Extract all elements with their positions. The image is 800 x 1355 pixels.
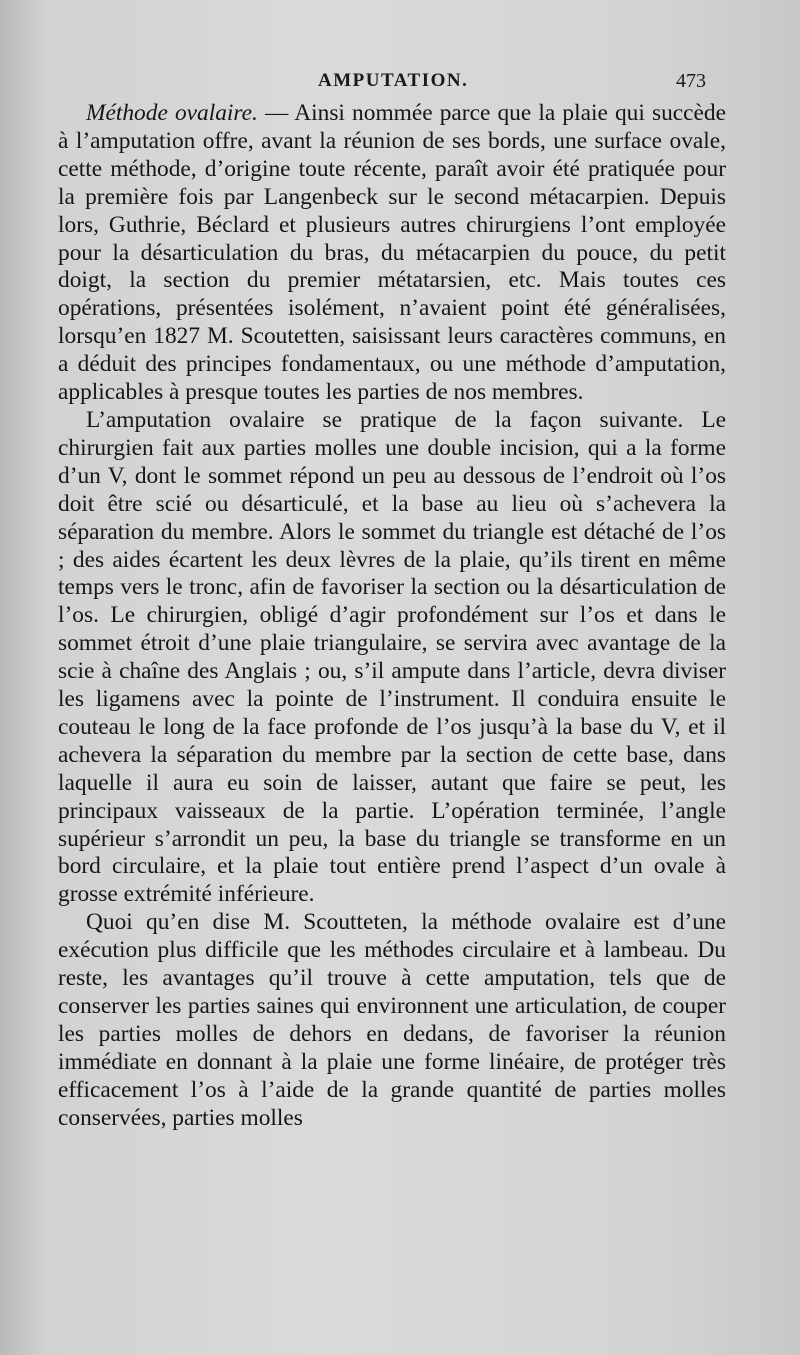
section-heading: Méthode ovalaire.: [86, 100, 258, 126]
page-number: 473: [676, 70, 706, 92]
paragraph-text: L’amputation ovalaire se pratique de la façon suivante. Le chirurgien fait aux parties molles une double incision, qui a la forme d’un V, dont le sommet répond un peu au dessous de l’endroit où l’os doit être scié ou désarticulé, et la base au lieu où s’achevera la séparation du membre. Alors le sommet du triangle est détaché de l’os ; des aides écartent les deux lèvres de la plaie, qu’ils tirent en même temps vers le tronc, afin de favoriser la section ou la désarticulation de l’os. Le chirurgien, obligé d’agir profondément sur l’os et dans le sommet étroit d’une plaie triangulaire, se servira avec avantage de la scie à chaîne des Anglais ; ou, s’il ampute dans l’article, devra diviser les ligamens avec la pointe de l’instrument. Il conduira ensuite le couteau le long de la face profonde de l’os jusqu’à la base du V, et il achevera la séparation du membre par la section de cette base, dans laquelle il aura eu soin de laisser, autant que faire se peut, les principaux vaisseaux de la partie. L’opération terminée, l’angle supérieur s’arrondit un peu, la base du triangle se transforme en un bord circulaire, et la plaie tout entière prend l’aspect d’un ovale à grosse extrémité inférieure.: [58, 406, 726, 908]
paragraph-text: — Ainsi nommée parce que la plaie qui succède à l’amputation offre, avant la réunion de ses bords, une surface ovale, cette méthode, d’origine toute récente, paraît avoir été pratiquée pour la première fois par Langenbeck sur le second métacarpien. Depuis lors, Guthrie, Béclard et plusieurs autres chirurgiens l’ont employée pour la désarticulation du bras, du métacarpien du pouce, du petit doigt, la section du premier métatarsien, etc. Mais toutes ces opérations, présentées isolément, n’avaient point été généralisées, lorsqu’en 1827 M. Scoutetten, saisissant leurs caractères communs, en a déduit des principes fondamentaux, ou une méthode d’amputation, applicables à presque toutes les parties de nos membres.: [58, 100, 726, 406]
body-text: [58, 100, 726, 1133]
paragraph: [58, 909, 726, 1132]
page-header: [0, 70, 800, 100]
paragraph: [58, 407, 726, 909]
paragraph: [58, 100, 726, 407]
paragraph-text: Quoi qu’en dise M. Scoutteten, la méthode ovalaire est d’une exécution plus difficile que les méthodes circulaire et à lambeau. Du reste, les avantages qu’il trouve à cette amputation, tels que de conserver les parties saines qui environnent une articulation, de couper les parties molles de dehors en dedans, de favoriser la réunion immédiate en donnant à la plaie une forme linéaire, de protéger très efficacement l’os à l’aide de la grande quantité de parties molles conservées, parties molles: [58, 909, 726, 1131]
running-title: AMPUTATION.: [318, 70, 469, 91]
